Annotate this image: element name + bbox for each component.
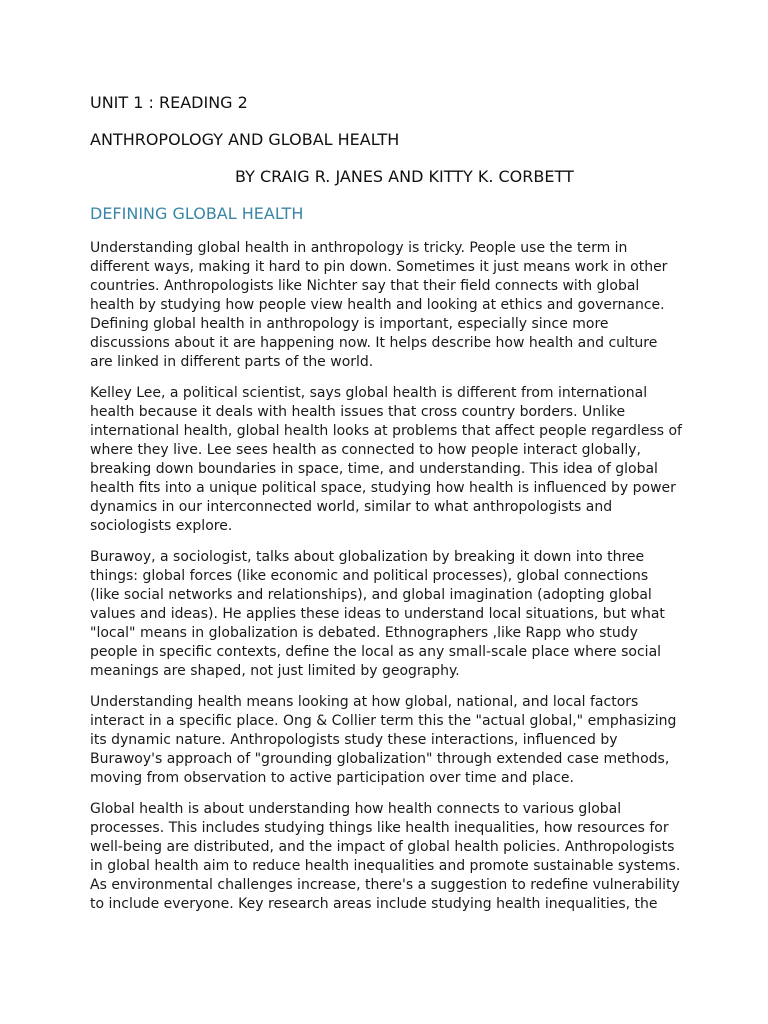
paragraph-1: Understanding global health in anthropology is tricky. People use the term in different ways, making it hard to pin down. Sometimes it just means work in other countries. Anthropologists like Nichter say that their field connects with global health by studying how people view health and looking at ethics and governance. Defining global health in anthropology is important, especially since more discussions about it are happening now. It helps describe how health and culture are linked in different parts of the world.	[90, 240, 668, 370]
paragraph-4: Understanding health means looking at how global, national, and local factors interact in a specific place. Ong & Collier term this the "actual global," emphasizing its dynamic nature. Anthropologists study these interactions, influenced by Burawoy's approach of "grounding globalization" through extended case methods, moving from observation to active participation over time and place.	[90, 694, 677, 786]
document-content	[90, 92, 682, 914]
document-title: ANTHROPOLOGY AND GLOBAL HEALTH	[90, 130, 400, 149]
section-heading: DEFINING GLOBAL HEALTH	[90, 204, 304, 223]
author-byline: BY CRAIG R. JANES AND KITTY K. CORBETT	[235, 167, 574, 186]
paragraph-3: Burawoy, a sociologist, talks about globalization by breaking it down into three things: global forces (like economic and political processes), global connections (like social networks and relationships), and global imagination (adopting global values and ideas). He applies these ideas to understand local situations, but what "local" means in globalization is debated. Ethnographers ,like Rapp who study people in specific contexts, define the local as any small-scale place where social meanings are shaped, not just limited by geography.	[90, 549, 665, 679]
paragraph-2: Kelley Lee, a political scientist, says global health is different from international health because it deals with health issues that cross country borders. Unlike international health, global health looks at problems that affect people regardless of where they live. Lee sees health as connected to how people interact globally, breaking down boundaries in space, time, and understanding. This idea of global health fits into a unique political space, studying how health is influenced by power dynamics in our interconnected world, similar to what anthropologists and sociologists explore.	[90, 385, 682, 534]
paragraph-5: Global health is about understanding how health connects to various global processes. This includes studying things like health inequalities, how resources for well-being are distributed, and the impact of global health policies. Anthropologists in global health aim to reduce health inequalities and promote sustainable systems. As environmental challenges increase, there's a suggestion to redefine vulnerability to include everyone. Key research areas include studying health inequalities, the	[90, 801, 681, 912]
unit-line: UNIT 1 : READING 2	[90, 93, 248, 112]
